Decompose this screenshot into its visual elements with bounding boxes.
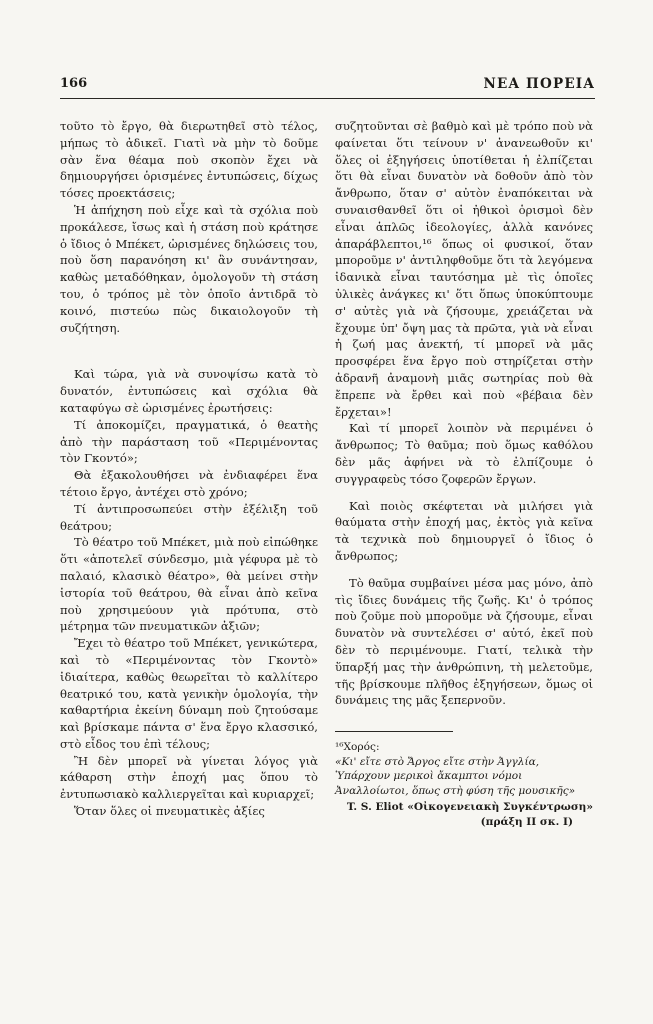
footnote-source: (πράξη ΙΙ σκ. Ι) — [480, 816, 573, 829]
paragraph: Καὶ τώρα, γιὰ νὰ συνοψίσω κατὰ τὸ δυνατόν, ἐντυπώσεις καὶ σχόλια θὰ καταφύγω σὲ ὡρισμένες ἐρωτήσεις: — [60, 367, 318, 415]
paragraph: Τί ἀποκομίζει, πραγματικά, ὁ θεατὴς ἀπὸ τὴν παράσταση τοῦ «Περιμένοντας τὸν Γκοντό»; — [60, 417, 318, 466]
paragraph: Καὶ τί μπορεῖ λοιπὸν νὰ περιμένει ὁ ἄνθρωπος; Τὸ θαῦμα; ποὺ ὅμως καθόλου δὲν μᾶς ἀφήνει νὰ τὸ ἐλπίζουμε ὁ συγγραφεὺς τόσο ζοφερῶν ἔργων. — [335, 421, 593, 486]
running-title: ΝΕΑ ΠΟΡΕΙΑ — [483, 76, 595, 92]
paragraph: Ἔχει τὸ θέατρο τοῦ Μπέκετ, γενικώτερα, καὶ τὸ «Περιμένοντας τὸν Γκοντὸ» ἰδιαίτερα, καθὼς θεωρεῖται τὸ καλλίτερο θεατρικό του, κατὰ γενικὴν ὁμολογία, τὴν καθαρτήρια ἐκείνη δύναμη ποὺ ζητούσαμε καὶ βρίσκαμε πάντα σ' ἕνα ἔργο κλασσικό, στὸ εἶδος του ἐπὶ τέλους; — [60, 636, 318, 751]
paragraph: Καὶ ποιὸς σκέφτεται νὰ μιλήσει γιὰ θαύματα στὴν ἐποχή μας, ἐκτὸς γιὰ κεῖνα τὰ τεχνικὰ ποὺ δημιουργεῖ ὁ ἴδιος ὁ ἄνθρωπος; — [335, 498, 593, 563]
right-column — [335, 118, 593, 830]
paragraph: Τὸ θέατρο τοῦ Μπέκετ, μιὰ ποὺ εἰπώθηκε ὅτι «ἀποτελεῖ σύνδεσμο, μιὰ γέφυρα μὲ τὸ παλαιό, κλασικὸ θέατρο», θὰ μείνει στὴν ἱστορία τοῦ θεάτρου, θὰ εἶναι ἀπὸ κεῖνα ποὺ χρησιμεύουν γιὰ πρότυπα, στὸ μέτρημα τῶν πνευματικῶν ἀξιῶν; — [60, 535, 318, 634]
footnote-attribution: T. S. Eliot «Οἰκογενειακὴ Συγκέντρωση» — [346, 801, 593, 814]
paragraph: συζητοῦνται σὲ βαθμὸ καὶ μὲ τρόπο ποὺ νὰ φαίνεται ὅτι τείνουν ν' ἀνανεωθοῦν κι' ὅλες οἱ ἐξηγήσεις ὑποτίθεται ἡ ἐλπίζεται ὅτι θὰ εἶναι δυνατὸν νὰ δοθοῦν ἀπὸ τὸν ἄνθρωπο, ὅταν σ' αὐτὸν ἐναπόκειται νὰ συναισθανθεῖ ὅτι οἱ ἠθικοὶ ὁρισμοὶ δὲν εἶναι ἁπλῶς ἰδεολογίες, ἀλλὰ κανόνες ἀπαράβλεπτοι,¹⁶ ὅπως οἱ φυσικοί, ὅταν μποροῦμε ν' ἀντιληφθοῦμε ὅτι τὰ λεγόμενα ἰδανικὰ εἶναι ταυτόσημα μὲ τὶς ὁποῖες ὑλικὲς ἀνάγκες κι' ὅτι ὅπως ὑποκύπτουμε σ' αὐτὲς γιὰ νὰ ζήσουμε, χρειάζεται νὰ ἔχουμε ὑπ' ὄψη μας τὰ πρῶτα, γιὰ νὰ εἶναι ἡ ζωή μας ἀνεκτή, τί μπορεῖ νὰ μᾶς προσφέρει ἕνα ἔργο ποὺ στηρίζεται στὴν ἀδρανῆ ἀναμονὴ μιᾶς σωτηρίας ποὺ θὰ ἔπρεπε νὰ ἔρθει καὶ ποὺ «βέβαια δὲν ἔρχεται»! — [335, 119, 593, 419]
paragraph: Τί ἀντιπροσωπεύει στὴν ἐξέλιξη τοῦ θεάτρου; — [60, 501, 318, 533]
paragraph: Ἢ δὲν μπορεῖ νὰ γίνεται λόγος γιὰ κάθαρση στὴν ἐποχή μας ὅπου τὸ ἐντυπωσιακὸ καλλιεργεῖται καὶ κυριαρχεῖ; — [60, 753, 318, 802]
header-rule — [60, 98, 595, 99]
paragraph: τοῦτο τὸ ἔργο, θὰ διερωτηθεῖ στὸ τέλος, μήπως τὸ ἀδικεῖ. Γιατὶ νὰ μὴν τὸ δοῦμε σὰν ἕνα θέαμα ποὺ σκοπὸν ἔχει νὰ δημιουργήσει ὁρισμένες ἐντυπώσεις, δίχως τόσες προεκτάσεις; — [60, 119, 318, 201]
footnote-label: ¹⁶Χορός: — [335, 741, 380, 754]
paragraph: Τὸ θαῦμα συμβαίνει μέσα μας μόνο, ἀπὸ τὶς ἴδιες δυνάμεις τῆς ζωῆς. Κι' ὁ τρόπος ποὺ ζοῦμε ποὺ μποροῦμε νὰ ζήσουμε, εἶναι δυνατὸν νὰ συντελέσει σ' αὐτό, ἐκεῖ ποὺ δὲν τὸ περιμένουμε. Γιατί, τελικὰ τὴν ὕπαρξή μας τὴν ἀνθρώπινη, τὴ μελετοῦμε, τῆς βρίσκουμε πλῆθος ἐξηγήσεων, ὅμως οἱ δυνάμεις της μᾶς ξεπερνοῦν. — [335, 575, 593, 708]
footnote-rule — [335, 731, 453, 732]
footnote-quote-line: «Κι' εἴτε στὸ Ἄργος εἴτε στὴν Ἀγγλία, — [335, 755, 540, 768]
paragraph: Θὰ ἐξακολουθήσει νὰ ἐνδιαφέρει ἕνα τέτοιο ἔργο, ἀντέχει στὸ χρόνο; — [60, 468, 318, 499]
footnote — [335, 740, 593, 830]
footnote-quote-line: Ἀναλλοίωτοι, ὅπως στὴ φύση τῆς μουσικῆς» — [335, 784, 576, 797]
paragraph: Ὅταν ὅλες οἱ πνευματικὲς ἀξίες — [74, 804, 265, 819]
page-header — [60, 76, 595, 96]
paragraph: Ἡ ἀπήχηση ποὺ εἶχε καὶ τὰ σχόλια ποὺ προκάλεσε, ἴσως καὶ ἡ στάση ποὺ κράτησε ὁ ἴδιος ὁ Μπέκετ, ὡρισμένες δηλώσεις του, ποὺ ὅση παρανόηση κι' ἂν συνάντησαν, καθὼς μεταδόθηκαν, ὁμολογοῦν τὴ στάση του, ὁ τρόπος μὲ τὸν ὁποῖο ἀντιδρᾶ τὸ κοινό, πιστεύω πὼς δικαιολογοῦν τὴ συζήτηση. — [60, 202, 318, 335]
footnote-quote-line: Ὑπάρχουν μερικοὶ ἄκαμπτοι νόμοι — [335, 770, 523, 783]
page-number: 166 — [60, 76, 88, 91]
left-column — [60, 118, 318, 820]
